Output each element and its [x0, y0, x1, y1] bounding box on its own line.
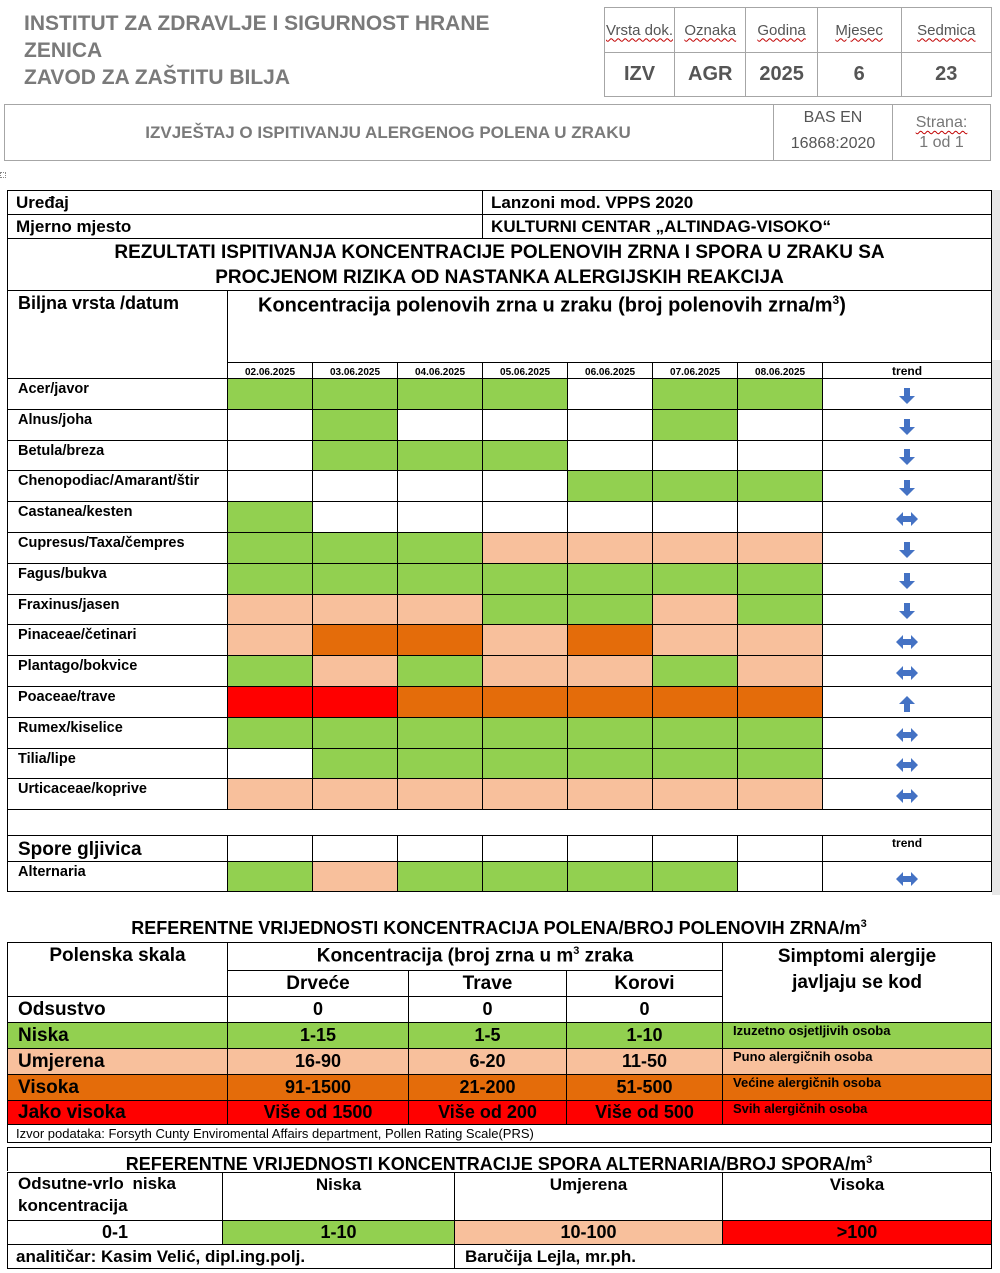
- trend-cell: [823, 409, 992, 440]
- concentration-cell: [568, 779, 653, 810]
- spore-col-moderate: Umjerena: [455, 1173, 723, 1221]
- level-absent-grass: 0: [409, 997, 567, 1023]
- species-row: [8, 686, 992, 717]
- concentration-cell: [313, 717, 398, 748]
- concentration-cell: [313, 379, 398, 410]
- concentration-cell: [228, 409, 313, 440]
- level-grass: 1-5: [409, 1023, 567, 1049]
- concentration-cell: [568, 440, 653, 471]
- concentration-cell: [653, 502, 738, 533]
- level-weeds: Više od 500: [567, 1101, 723, 1125]
- date-header: 05.06.2025: [483, 363, 568, 379]
- species-row: [8, 532, 992, 563]
- concentration-cell: [653, 440, 738, 471]
- concentration-cell: [483, 862, 568, 892]
- species-name: Poaceae/trave: [8, 686, 228, 717]
- species-name: Plantago/bokvice: [8, 656, 228, 687]
- trend-cell: [823, 779, 992, 810]
- concentration-cell: [228, 717, 313, 748]
- species-rows: [8, 379, 992, 810]
- concentration-cell: [483, 563, 568, 594]
- concentration-cell: [313, 563, 398, 594]
- concentration-header-close: ): [839, 294, 846, 317]
- second-signature: Baručija Lejla, mr.ph.: [455, 1245, 992, 1269]
- concentration-cell: [738, 471, 823, 502]
- date-header: 06.06.2025: [568, 363, 653, 379]
- concentration-cell: [738, 532, 823, 563]
- spore-reference-title-text: REFERENTNE VRIJEDNOSTI KONCENTRACIJE SPORA ALTERNARIA/BROJ SPORA/m: [125, 1154, 867, 1174]
- species-row: [8, 656, 992, 687]
- species-name: Acer/javor: [8, 379, 228, 410]
- concentration-cell: [653, 532, 738, 563]
- concentration-cell: [228, 625, 313, 656]
- concentration-cell: [568, 656, 653, 687]
- trend-cell: [823, 471, 992, 502]
- level-row-moderate: [8, 1049, 992, 1075]
- arrow-left-right-icon: [823, 725, 991, 745]
- level-label: Visoka: [8, 1075, 228, 1101]
- device-label: Uređaj: [8, 191, 483, 215]
- trend-cell: [823, 625, 992, 656]
- concentration-cell: [228, 440, 313, 471]
- institute-line-3: ZAVOD ZA ZAŠTITU BILJA: [24, 66, 290, 89]
- report-title: IZVJEŠTAJ O ISPITIVANJU ALERGENOG POLENA U ZRAKU: [145, 122, 631, 142]
- species-name: Chenopodiac/Amarant/štir: [8, 471, 228, 502]
- data-source: Izvor podataka: Forsyth Cunty Enviromental Affairs department, Pollen Rating Scale(PRS): [8, 1125, 992, 1143]
- species-row: [8, 563, 992, 594]
- concentration-cell: [653, 594, 738, 625]
- concentration-cell: [228, 563, 313, 594]
- concentration-cell: [228, 502, 313, 533]
- date-header: 03.06.2025: [313, 363, 398, 379]
- arrow-down-icon: [823, 386, 991, 406]
- institute-line-2: ZENICA: [24, 39, 103, 62]
- anchor-marker: [0, 172, 6, 178]
- concentration-cell: [398, 748, 483, 779]
- results-title-line-2: PROCJENOM RIZIKA OD NASTANKA ALERGIJSKIH REAKCIJA: [215, 266, 784, 288]
- level-symptoms: Puno alergičnih osoba: [723, 1049, 992, 1075]
- level-absent-trees: 0: [228, 997, 409, 1023]
- concentration-cell: [653, 748, 738, 779]
- concentration-cell: [568, 563, 653, 594]
- concentration-cell: [313, 625, 398, 656]
- species-name: Fagus/bukva: [8, 563, 228, 594]
- concentration-cell: [313, 779, 398, 810]
- spacer-row: [8, 810, 992, 836]
- concentration-cell: [653, 625, 738, 656]
- concentration-cell: [568, 532, 653, 563]
- spore-value-low: 1-10: [223, 1221, 455, 1245]
- page-indicator: [893, 105, 990, 160]
- symptoms-header-line-1: Simptomi alergije: [777, 946, 937, 967]
- reference-title: [7, 918, 991, 939]
- level-symptoms: Izuzetno osjetljivih osoba: [723, 1023, 992, 1049]
- concentration-cell: [483, 409, 568, 440]
- concentration-cell: [228, 379, 313, 410]
- arrow-left-right-icon: [823, 509, 991, 529]
- spore-reference-title: [7, 1147, 991, 1174]
- species-name: Tilia/lipe: [8, 748, 228, 779]
- arrow-left-right-icon: [823, 755, 991, 775]
- level-grass: 21-200: [409, 1075, 567, 1101]
- spore-reference-title-sup: 3: [866, 1154, 873, 1166]
- arrow-left-right-icon: [823, 786, 991, 806]
- concentration-cell: [738, 656, 823, 687]
- concentration-cell: [483, 594, 568, 625]
- concentration-cell: [738, 625, 823, 656]
- level-label: Umjerena: [8, 1049, 228, 1075]
- concentration-cell: [483, 440, 568, 471]
- trend-cell: [823, 594, 992, 625]
- spore-rows: [8, 862, 992, 892]
- concentration-cell: [568, 717, 653, 748]
- concentration-cell: [483, 686, 568, 717]
- arrow-down-icon: [823, 540, 991, 560]
- meta-value-month: 6: [817, 53, 901, 97]
- species-name: Pinaceae/četinari: [8, 625, 228, 656]
- document-meta-table: [604, 7, 992, 97]
- species-name: Betula/breza: [8, 440, 228, 471]
- level-trees: 16-90: [228, 1049, 409, 1075]
- meta-value-year: 2025: [746, 53, 817, 97]
- device-value: Lanzoni mod. VPPS 2020: [483, 191, 992, 215]
- concentration-cell: [398, 686, 483, 717]
- concentration-cell: [398, 594, 483, 625]
- standard-line-1: BAS EN: [803, 109, 863, 126]
- concentration-cell: [228, 594, 313, 625]
- trend-cell: [823, 717, 992, 748]
- concentration-cell: [313, 440, 398, 471]
- page-value: 1 od 1: [919, 134, 964, 151]
- concentration-cell: [483, 748, 568, 779]
- concentration-cell: [228, 748, 313, 779]
- concentration-header-text: Koncentracija polenovih zrna u zraku (broj polenovih zrna/m: [258, 294, 833, 317]
- level-row-very-high: [8, 1101, 992, 1125]
- concentration-cell: [738, 563, 823, 594]
- concentration-cell: [483, 532, 568, 563]
- col-trees: Drveće: [228, 971, 409, 997]
- pollen-results-table: [7, 190, 992, 892]
- species-name: Fraxinus/jasen: [8, 594, 228, 625]
- site-label: Mjerno mjesto: [8, 215, 483, 239]
- arrow-up-icon: [823, 694, 991, 714]
- concentration-cell: [653, 379, 738, 410]
- trend-cell: [823, 440, 992, 471]
- concentration-cell: [313, 409, 398, 440]
- concentration-cell: [398, 471, 483, 502]
- concentration-cell: [313, 502, 398, 533]
- species-row: [8, 779, 992, 810]
- concentration-cell: [653, 717, 738, 748]
- level-weeds: 51-500: [567, 1075, 723, 1101]
- symptoms-header-line-2: javljaju se kod: [792, 972, 922, 993]
- trend-cell: [823, 862, 992, 892]
- concentration-cell: [738, 440, 823, 471]
- level-weeds: 1-10: [567, 1023, 723, 1049]
- concentration-cell: [228, 471, 313, 502]
- spore-value-moderate: 10-100: [455, 1221, 723, 1245]
- spore-value-absent: 0-1: [8, 1221, 223, 1245]
- concentration-cell: [738, 862, 823, 892]
- concentration-cell: [483, 502, 568, 533]
- level-symptoms: Svih alergičnih osoba: [723, 1101, 992, 1125]
- ref-concentration-header: [228, 943, 723, 971]
- ref-conc-sup: 3: [573, 945, 580, 958]
- species-name: Urticaceae/koprive: [8, 779, 228, 810]
- concentration-cell: [738, 502, 823, 533]
- concentration-cell: [313, 686, 398, 717]
- trend-cell: [823, 379, 992, 410]
- meta-value-doc-type: IZV: [605, 53, 675, 97]
- concentration-cell: [398, 862, 483, 892]
- arrow-down-icon: [823, 571, 991, 591]
- concentration-cell: [738, 379, 823, 410]
- concentration-cell: [568, 862, 653, 892]
- trend-cell: [823, 563, 992, 594]
- reference-title-text: REFERENTNE VRIJEDNOSTI KONCENTRACIJA POLENA/BROJ POLENOVIH ZRNA/m: [131, 918, 861, 938]
- concentration-cell: [228, 656, 313, 687]
- meta-label-week: Sedmica: [901, 8, 991, 53]
- arrow-down-icon: [823, 417, 991, 437]
- trend-cell: [823, 656, 992, 687]
- concentration-cell: [228, 532, 313, 563]
- concentration-cell: [398, 409, 483, 440]
- date-header: 04.06.2025: [398, 363, 483, 379]
- spores-header: Spore gljivica: [8, 836, 228, 862]
- concentration-header: [228, 291, 992, 363]
- date-header: 08.06.2025: [738, 363, 823, 379]
- concentration-cell: [738, 594, 823, 625]
- species-row: [8, 748, 992, 779]
- concentration-cell: [228, 686, 313, 717]
- arrow-down-icon: [823, 478, 991, 498]
- concentration-cell: [398, 625, 483, 656]
- species-name: Rumex/kiselice: [8, 717, 228, 748]
- level-grass: Više od 200: [409, 1101, 567, 1125]
- level-weeds: 11-50: [567, 1049, 723, 1075]
- level-row-low: [8, 1023, 992, 1049]
- scroll-track: [992, 190, 1000, 340]
- concentration-cell: [483, 656, 568, 687]
- date-header: 07.06.2025: [653, 363, 738, 379]
- trend-cell: [823, 686, 992, 717]
- species-name: Cupresus/Taxa/čempres: [8, 532, 228, 563]
- concentration-cell: [398, 440, 483, 471]
- level-grass: 6-20: [409, 1049, 567, 1075]
- trend-header: trend: [823, 363, 992, 379]
- report-title-box: [4, 104, 991, 161]
- species-name: Alternaria: [8, 862, 228, 892]
- arrow-left-right-icon: [823, 869, 991, 889]
- concentration-cell: [483, 717, 568, 748]
- concentration-cell: [568, 686, 653, 717]
- concentration-cell: [398, 379, 483, 410]
- spore-value-high: >100: [723, 1221, 992, 1245]
- institute-name: [24, 10, 594, 91]
- concentration-cell: [313, 594, 398, 625]
- arrow-left-right-icon: [823, 663, 991, 683]
- species-name: Alnus/joha: [8, 409, 228, 440]
- date-header: 02.06.2025: [228, 363, 313, 379]
- concentration-cell: [738, 409, 823, 440]
- concentration-cell: [738, 717, 823, 748]
- trend-cell: [823, 502, 992, 533]
- concentration-cell: [398, 779, 483, 810]
- level-trees: 91-1500: [228, 1075, 409, 1101]
- page-label: Strana:: [915, 114, 968, 131]
- species-row: [8, 471, 992, 502]
- analyst-signature: analitičar: Kasim Velić, dipl.ing.polj.: [8, 1245, 455, 1269]
- concentration-cell: [653, 563, 738, 594]
- site-value: KULTURNI CENTAR „ALTINDAG-VISOKO“: [483, 215, 992, 239]
- level-absent-weeds: 0: [567, 997, 723, 1023]
- arrow-left-right-icon: [823, 632, 991, 652]
- standard-code: [773, 105, 893, 160]
- reference-title-sup: 3: [860, 918, 867, 930]
- concentration-cell: [398, 532, 483, 563]
- concentration-cell: [568, 379, 653, 410]
- trend-cell: [823, 748, 992, 779]
- level-label: Niska: [8, 1023, 228, 1049]
- concentration-cell: [313, 656, 398, 687]
- spore-col-low: Niska: [223, 1173, 455, 1221]
- concentration-cell: [483, 625, 568, 656]
- concentration-cell: [313, 862, 398, 892]
- concentration-cell: [398, 717, 483, 748]
- concentration-header-sup: 3: [832, 293, 840, 307]
- results-title: [8, 239, 992, 291]
- symptoms-header: [723, 943, 992, 1023]
- species-header: Biljna vrsta /datum: [8, 291, 228, 379]
- arrow-down-icon: [823, 601, 991, 621]
- concentration-cell: [653, 656, 738, 687]
- meta-label-year: Godina: [746, 8, 817, 53]
- ref-conc-text: Koncentracija (broj zrna u m: [316, 945, 574, 967]
- species-row: [8, 440, 992, 471]
- meta-value-code: AGR: [675, 53, 746, 97]
- trend-cell: [823, 532, 992, 563]
- concentration-cell: [568, 471, 653, 502]
- scroll-track: [992, 360, 1000, 895]
- concentration-cell: [568, 409, 653, 440]
- level-trees: 1-15: [228, 1023, 409, 1049]
- meta-label-month: Mjesec: [817, 8, 901, 53]
- concentration-cell: [653, 779, 738, 810]
- concentration-cell: [228, 862, 313, 892]
- concentration-cell: [313, 471, 398, 502]
- concentration-cell: [313, 748, 398, 779]
- col-grass: Trave: [409, 971, 567, 997]
- level-absent-label: Odsustvo: [8, 997, 228, 1023]
- level-row-high: [8, 1075, 992, 1101]
- results-title-line-1: REZULTATI ISPITIVANJA KONCENTRACIJE POLENOVIH ZRNA I SPORA U ZRAKU SA: [114, 241, 885, 263]
- spore-col-high: Visoka: [723, 1173, 992, 1221]
- concentration-cell: [568, 594, 653, 625]
- standard-line-2: 16868:2020: [790, 135, 876, 152]
- concentration-cell: [738, 748, 823, 779]
- species-name: Castanea/kesten: [8, 502, 228, 533]
- meta-value-week: 23: [901, 53, 991, 97]
- concentration-cell: [653, 686, 738, 717]
- concentration-cell: [568, 748, 653, 779]
- species-row: [8, 502, 992, 533]
- level-symptoms: Većine alergičnih osoba: [723, 1075, 992, 1101]
- concentration-cell: [398, 502, 483, 533]
- level-label: Jako visoka: [8, 1101, 228, 1125]
- concentration-cell: [568, 625, 653, 656]
- species-row: [8, 717, 992, 748]
- arrow-down-icon: [823, 447, 991, 467]
- concentration-cell: [228, 779, 313, 810]
- concentration-cell: [653, 471, 738, 502]
- meta-label-code: Oznaka: [675, 8, 746, 53]
- institute-line-1: INSTITUT ZA ZDRAVLJE I SIGURNOST HRANE: [24, 12, 490, 35]
- species-row: [8, 625, 992, 656]
- concentration-cell: [568, 502, 653, 533]
- concentration-cell: [483, 471, 568, 502]
- spore-reference-table: [7, 1172, 992, 1269]
- concentration-cell: [483, 379, 568, 410]
- pollen-reference-table: [7, 942, 992, 1143]
- concentration-cell: [398, 656, 483, 687]
- species-row: [8, 379, 992, 410]
- species-row: [8, 409, 992, 440]
- concentration-cell: [738, 779, 823, 810]
- species-row: [8, 862, 992, 892]
- spores-trend-header: trend: [823, 836, 992, 862]
- concentration-cell: [653, 862, 738, 892]
- concentration-cell: [653, 409, 738, 440]
- spore-col-absent: Odsutne-vrlo niska koncentracija: [8, 1173, 223, 1221]
- concentration-cell: [398, 563, 483, 594]
- ref-conc-tail: zraka: [579, 945, 634, 967]
- scale-header: Polenska skala: [8, 943, 228, 997]
- meta-label-doc-type: Vrsta dok.: [605, 8, 675, 53]
- concentration-cell: [313, 532, 398, 563]
- concentration-cell: [483, 779, 568, 810]
- level-trees: Više od 1500: [228, 1101, 409, 1125]
- col-weeds: Korovi: [567, 971, 723, 997]
- concentration-cell: [738, 686, 823, 717]
- species-row: [8, 594, 992, 625]
